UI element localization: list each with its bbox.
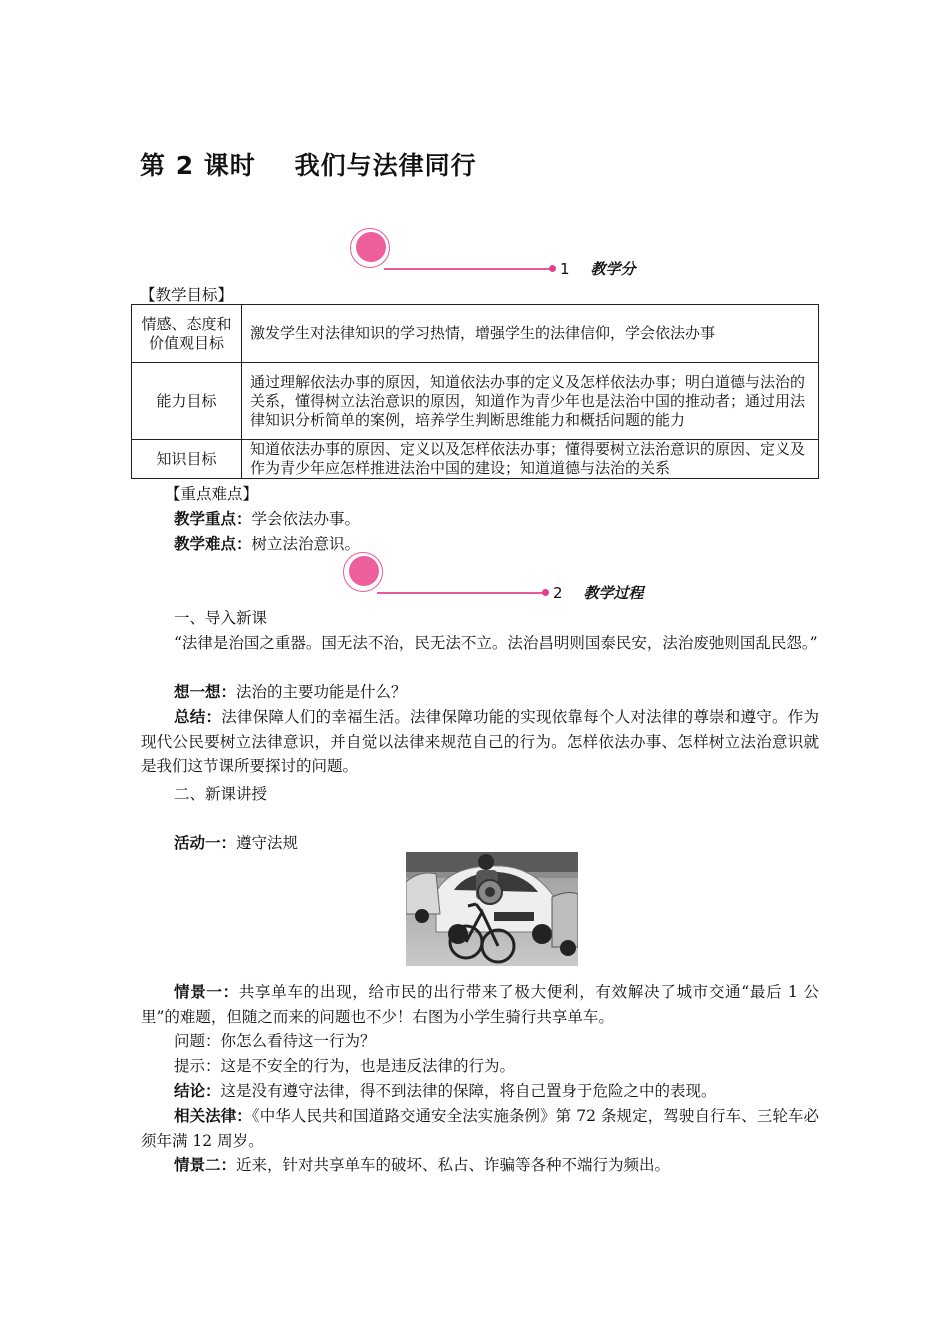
- child-riding-bike-photo: [406, 852, 578, 966]
- banner-label: [560, 258, 635, 279]
- scene1-text: 共享单车的出现，给市民的出行带来了极大便利，有效解决了城市交通“最后 1 公里”的难题，但随之而来的问题也不少！右图为小学生骑行共享单车。: [141, 983, 819, 1026]
- key-points-heading: 【重点难点】: [165, 485, 259, 503]
- conclusion-line: [141, 1079, 819, 1104]
- goal-value: 知道依法办事的原因、定义以及怎样依法办事；懂得要树立法治意识的原因、定义及作为青少年应怎样推进法治中国的建设；知道道德与法治的关系: [242, 440, 819, 479]
- activity-line: [174, 831, 298, 856]
- banner-dot-decoration: [549, 265, 556, 272]
- teaching-goals-table: [131, 304, 819, 479]
- banner-line-decoration: [377, 592, 545, 594]
- law-label: 相关法律：: [174, 1107, 252, 1125]
- hint-label: 提示：: [174, 1057, 221, 1075]
- conclusion-text: 这是没有遵守法律，得不到法律的保障，将自己置身于危险之中的表现。: [220, 1082, 717, 1100]
- question-text: 你怎么看待这一行为？: [220, 1032, 376, 1050]
- scene2-text: 近来，针对共享单车的破坏、私占、诈骗等各种不端行为频出。: [236, 1156, 671, 1174]
- banner-text: 教学过程: [583, 584, 644, 602]
- summary-text: 法律保障人们的幸福生活。法律保障功能的实现依靠每个人对法律的尊崇和遵守。作为现代公民要树立法律意识，并自觉以法律来规范自己的行为。怎样依法办事、怎样树立法治意识就是我们这节课所要探讨的问题。: [141, 708, 819, 775]
- goals-heading: 【教学目标】: [140, 286, 234, 304]
- section-banner-teaching-process: [343, 552, 643, 600]
- law-paragraph: [141, 1104, 819, 1153]
- section-heading-new-lesson: 二、新课讲授: [174, 785, 268, 803]
- goal-key: 能力目标: [132, 363, 242, 440]
- activity-text: 遵守法规: [236, 834, 299, 852]
- scene1-label: 情景一：: [174, 983, 239, 1001]
- page-title: 第 2 课时 我们与法律同行: [140, 151, 477, 180]
- summary-label: 总结：: [174, 708, 222, 726]
- difficulty-line: [174, 532, 360, 557]
- section-banner-teaching-division: [350, 228, 650, 276]
- banner-text: 教学分: [590, 260, 636, 278]
- think-label: 想一想：: [174, 683, 237, 701]
- banner-number: 2: [553, 584, 563, 602]
- goal-value: 通过理解依法办事的原因，知道依法办事的定义及怎样依法办事；明白道德与法治的关系，懂得树立法治意识的原因，知道作为青少年也是法治中国的推动者；通过用法律知识分析简单的案例，培养学生判断思维能力和概括问题的能力: [242, 363, 819, 440]
- section-heading-intro: 一、导入新课: [174, 609, 268, 627]
- banner-line-decoration: [384, 268, 552, 270]
- key-point-label: 教学重点：: [174, 510, 252, 528]
- scene2-line: [141, 1153, 819, 1178]
- banner-label: [553, 582, 643, 603]
- difficulty-text: 树立法治意识。: [251, 535, 361, 553]
- table-row: [132, 363, 819, 440]
- scene1-paragraph: [141, 980, 819, 1029]
- law-text: 《中华人民共和国道路交通安全法实施条例》第 72 条规定，驾驶自行车、三轮车必须年满 12 周岁。: [141, 1107, 819, 1150]
- difficulty-label: 教学难点：: [174, 535, 252, 553]
- hint-text: 这是不安全的行为，也是违反法律的行为。: [220, 1057, 516, 1075]
- summary-paragraph: [141, 705, 819, 779]
- goal-key: 情感、态度和价值观目标: [132, 305, 242, 363]
- think-line: [141, 680, 819, 705]
- key-point-line: [174, 507, 360, 532]
- goal-key: 知识目标: [132, 440, 242, 479]
- banner-dot-decoration: [542, 589, 549, 596]
- quote-paragraph: “法律是治国之重器。国无法不治，民无法不立。法治昌明则国泰民安，法治废弛则国乱民怨。”: [174, 634, 818, 652]
- goal-value: 激发学生对法律知识的学习热情，增强学生的法律信仰，学会依法办事: [242, 305, 819, 363]
- scene2-label: 情景二：: [174, 1156, 237, 1174]
- table-row: [132, 440, 819, 479]
- banner-number: 1: [560, 260, 570, 278]
- hint-line: [141, 1054, 819, 1079]
- think-text: 法治的主要功能是什么？: [236, 683, 407, 701]
- banner-circle-decoration: [349, 556, 379, 586]
- table-row: [132, 305, 819, 363]
- activity-label: 活动一：: [174, 834, 237, 852]
- question-label: 问题：: [174, 1032, 221, 1050]
- key-point-text: 学会依法办事。: [251, 510, 361, 528]
- question-line: [141, 1029, 819, 1054]
- conclusion-label: 结论：: [174, 1082, 221, 1100]
- banner-circle-decoration: [356, 232, 386, 262]
